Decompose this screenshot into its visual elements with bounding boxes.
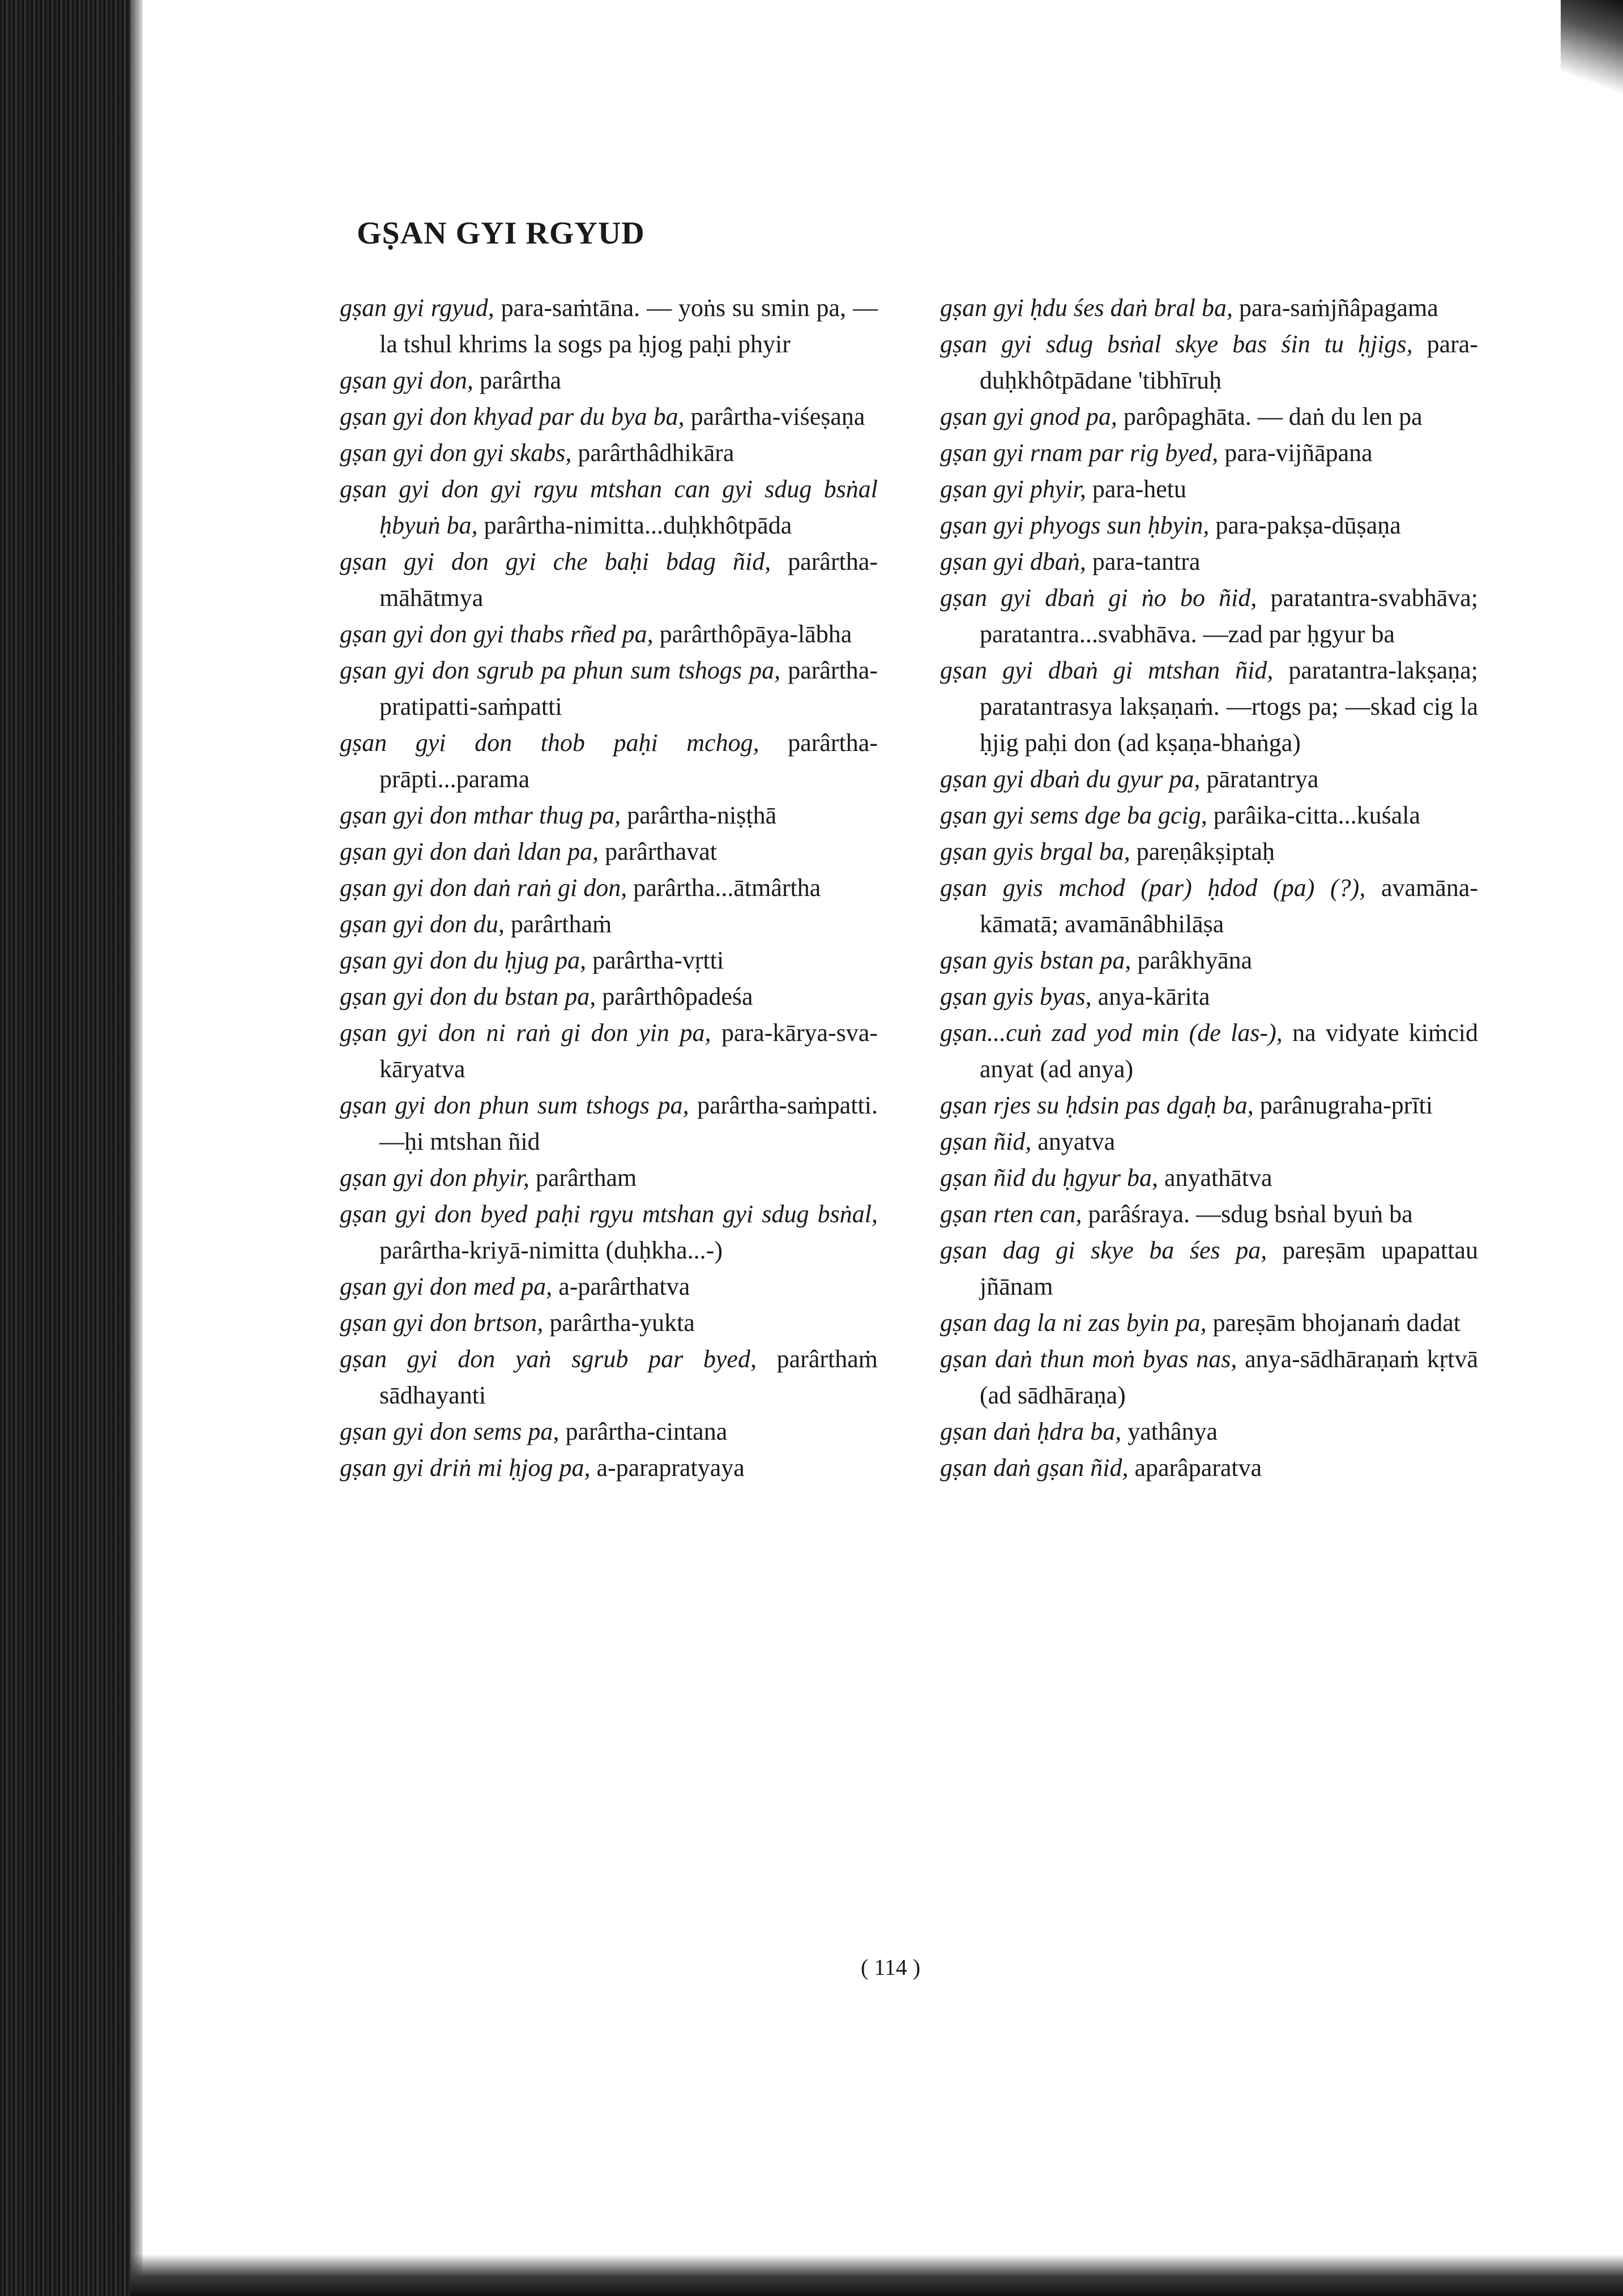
dictionary-entry: gṣan ñid du ḥgyur ba, anyathātva: [940, 1164, 1272, 1192]
dictionary-entry: gṣan gyis bstan pa, parâkhyāna: [940, 946, 1253, 974]
dictionary-entry: gṣan gyi don thob paḥi mchog, parârtha-prāpti...parama: [340, 729, 878, 793]
corner-shadow: [1561, 0, 1623, 113]
dictionary-entry: gṣan gyi don du bstan pa, parârthôpadeśa: [340, 983, 753, 1010]
dictionary-entry: gṣan...cuṅ zad yod min (de las-), na vidyate kiṁcid anyat (ad anya): [940, 1019, 1478, 1083]
dictionary-entry: gṣan gyi don sems pa, parârtha-cintana: [340, 1418, 728, 1445]
dictionary-entry: gṣan gyi don sgrub pa phun sum tshogs pa, parârtha-pratipatti-saṁpatti: [340, 656, 878, 720]
running-head: GṢAN GYI RGYUD: [357, 216, 645, 251]
dictionary-entry: gṣan rjes su ḥdsin pas dgaḥ ba, parânugraha-prīti: [940, 1091, 1433, 1119]
dictionary-entry: gṣan dag gi skye ba śes pa, pareṣām upapattau jñānam: [940, 1236, 1478, 1300]
dictionary-entry: gṣan gyi don gyi skabs, parârthâdhikāra: [340, 439, 734, 467]
dictionary-entry: gṣan gyi dbaṅ, para-tantra: [940, 548, 1201, 575]
dictionary-entry: gṣan gyi don daṅ ldan pa, parârthavat: [340, 838, 717, 865]
binding-edge: [130, 0, 143, 2296]
dictionary-entry: gṣan gyi gnod pa, parôpaghāta. — daṅ du len pa: [940, 403, 1423, 430]
dictionary-entry: gṣan dag la ni zas byin pa, pareṣām bhojanaṁ dadat: [940, 1309, 1460, 1337]
dictionary-entry: gṣan gyi don du, parârthaṁ: [340, 910, 612, 938]
dictionary-entry: gṣan gyi don gyi che baḥi bdag ñid, parârtha-māhātmya: [340, 548, 878, 612]
dictionary-entry: gṣan gyi don ni raṅ gi don yin pa, para-kārya-sva-kāryatva: [340, 1019, 878, 1083]
dictionary-entry: gṣan gyi phyogs sun ḥbyin, para-pakṣa-dūṣaṇa: [940, 511, 1401, 539]
dictionary-entry: gṣan gyi don khyad par du bya ba, parârtha-viśeṣaṇa: [340, 403, 865, 430]
dictionary-entry: gṣan rten can, parâśraya. —sdug bsṅal byuṅ ba: [940, 1200, 1413, 1228]
dictionary-entry: gṣan daṅ gṣan ñid, aparâparatva: [940, 1454, 1262, 1482]
dictionary-entry: gṣan gyi dbaṅ du gyur pa, pāratantrya: [940, 765, 1319, 793]
book-binding-shadow: [0, 0, 130, 2296]
dictionary-entry: gṣan gyi sems dge ba gcig, parâika-citta...kuśala: [940, 801, 1420, 829]
dictionary-entry: gṣan gyi rnam par rig byed, para-vijñāpana: [940, 439, 1373, 467]
dictionary-entry: gṣan gyi don byed paḥi rgyu mtshan gyi sdug bsṅal, parârtha-kriyā-nimitta (duḥkha...-): [340, 1200, 878, 1264]
dictionary-entry: gṣan gyi don brtson, parârtha-yukta: [340, 1309, 695, 1337]
dictionary-entry: gṣan gyi don med pa, a-parârthatva: [340, 1273, 690, 1300]
dictionary-entry: gṣan gyi sdug bsṅal skye bas śin tu ḥjigs, para-duḥkhôtpādane 'tibhīruḥ: [940, 330, 1478, 394]
dictionary-entry: gṣan gyi driṅ mi ḥjog pa, a-parapratyaya: [340, 1454, 745, 1482]
dictionary-entry: gṣan gyi don mthar thug pa, parârtha-niṣṭhā: [340, 801, 777, 829]
dictionary-entry: gṣan gyi rgyud, para-saṁtāna. — yoṅs su smin pa, —la tshul khrims la sogs pa ḥjog paḥi phyir: [340, 294, 878, 358]
dictionary-entry: gṣan gyi phyir, para-hetu: [940, 475, 1187, 503]
dictionary-entry: gṣan gyis brgal ba, pareṇâkṣiptaḥ: [940, 838, 1275, 865]
dictionary-entry: gṣan gyi don gyi rgyu mtshan can gyi sdug bsṅal ḥbyuṅ ba, parârtha-nimitta...duḥkhôtpāda: [340, 475, 878, 539]
dictionary-entry: gṣan gyi don phyir, parârtham: [340, 1164, 637, 1192]
dictionary-entry: gṣan gyi ḥdu śes daṅ bral ba, para-saṁjñâpagama: [940, 294, 1438, 322]
dictionary-entry: gṣan ñid, anyatva: [940, 1128, 1116, 1155]
page-number: ( 114 ): [861, 1954, 921, 1980]
dictionary-entry: gṣan gyis mchod (par) ḥdod (pa) (?), avamāna-kāmatā; avamānâbhilāṣa: [940, 874, 1479, 938]
dictionary-entry: gṣan gyis byas, anya-kārita: [940, 983, 1210, 1010]
dictionary-entry: gṣan gyi dbaṅ gi mtshan ñid, paratantra-lakṣaṇa; paratantrasya lakṣaṇaṁ. —rtogs pa; —skad cig la ḥjig paḥi don (ad kṣaṇa-bhaṅga): [940, 656, 1479, 757]
dictionary-entry: gṣan gyi don yaṅ sgrub par byed, parârthaṁ sādhayanti: [340, 1345, 878, 1409]
dictionary-entry: gṣan gyi don, parârtha: [340, 366, 562, 394]
left-column: [340, 290, 878, 1486]
dictionary-entry: gṣan gyi dbaṅ gi ṅo bo ñid, paratantra-svabhāva; paratantra...svabhāva. —zad par ḥgyur ba: [940, 584, 1478, 648]
dictionary-entry: gṣan daṅ thun moṅ byas nas, anya-sādhāraṇaṁ kṛtvā (ad sādhāraṇa): [940, 1345, 1478, 1409]
dictionary-entry: gṣan gyi don daṅ raṅ gi don, parârtha...ātmârtha: [340, 874, 821, 902]
right-column: [940, 290, 1478, 1486]
bottom-edge-shadow: [130, 2254, 1623, 2296]
dictionary-entry: gṣan daṅ ḥdra ba, yathânya: [940, 1418, 1218, 1445]
dictionary-entry: gṣan gyi don du ḥjug pa, parârtha-vṛtti: [340, 946, 724, 974]
dictionary-entry: gṣan gyi don gyi thabs rñed pa, parârthôpāya-lābha: [340, 620, 852, 648]
dictionary-entry: gṣan gyi don phun sum tshogs pa, parârtha-saṁpatti. —ḥi mtshan ñid: [340, 1091, 878, 1155]
